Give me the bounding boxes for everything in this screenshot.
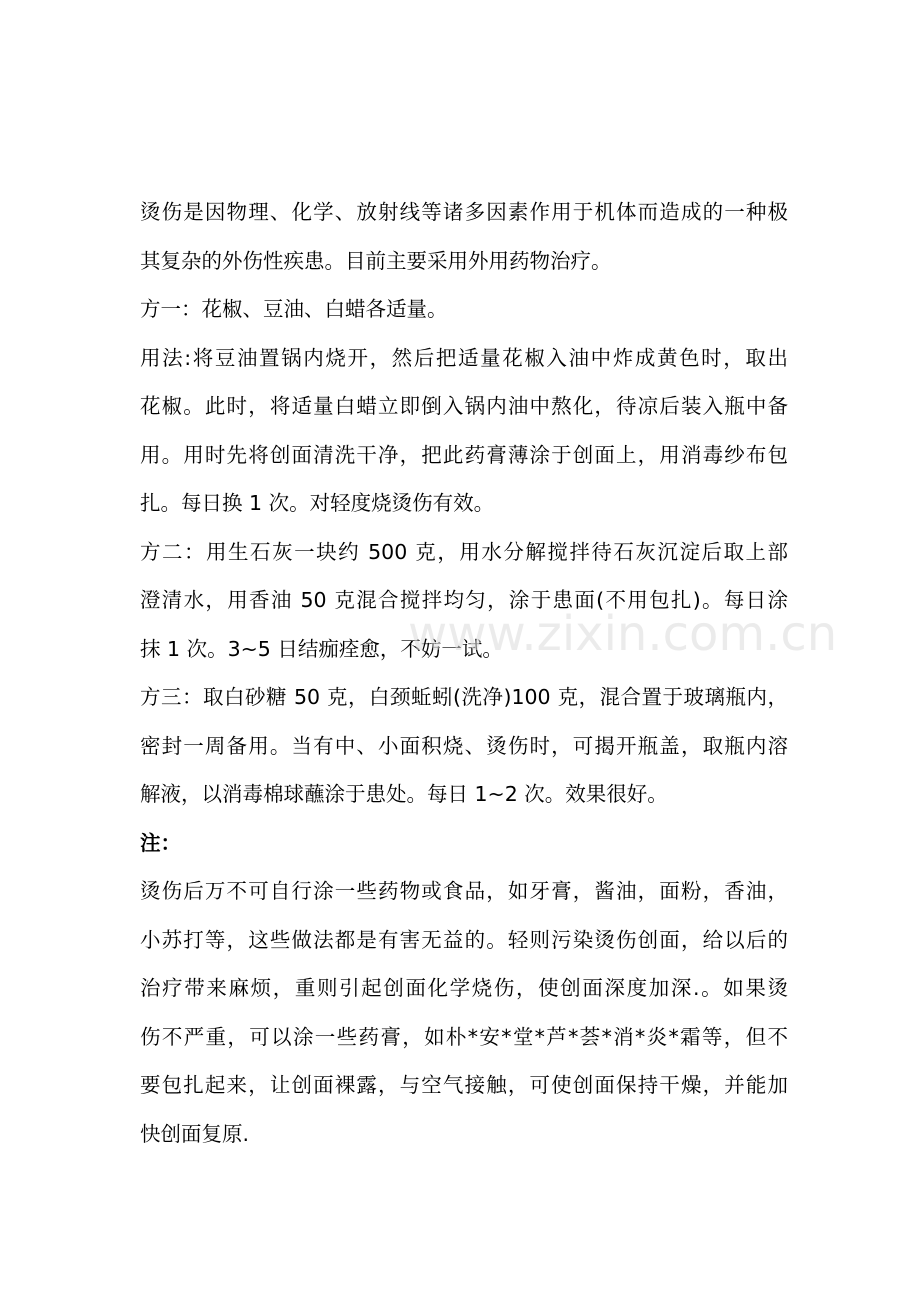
watermark: www.zixin.com.cn: [408, 606, 838, 662]
text-line: 方一：花椒、豆油、白蜡各适量。: [140, 297, 448, 321]
text-line: 其复杂的外伤性疾患。目前主要采用外用药物治疗。: [140, 248, 612, 273]
text-line: 密封一周备用。当有中、小面积烧、烫伤时，可揭开瓶盖，取瓶内溶: [140, 733, 788, 758]
note-heading: 注：: [140, 830, 181, 855]
text-line: 方二：用生石灰一块约 500 克，用水分解搅拌待石灰沉淀后取上部: [140, 539, 788, 564]
text-line: 伤不严重，可以涂一些药膏，如朴*安*堂*芦*荟*消*炎*霜等，但不: [140, 1024, 788, 1049]
text-line: 方三：取白砂糖 50 克，白颈蚯蚓(洗净)100 克，混合置于玻璃瓶内，: [140, 685, 788, 709]
text-line: 解液，以消毒棉球蘸涂于患处。每日 1~2 次。效果很好。: [140, 782, 668, 806]
text-line: 花椒。此时，将适量白蜡立即倒入锅内油中熬化，待凉后装入瓶中备: [140, 394, 788, 418]
text-line: 澄清水，用香油 50 克混合搅拌均匀，涂于患面(不用包扎)。每日涂: [140, 588, 788, 612]
document-body: [140, 188, 788, 1158]
text-line: 用。用时先将创面清洗干净，把此药膏薄涂于创面上，用消毒纱布包: [140, 442, 788, 467]
text-line: 快创面复原.: [140, 1121, 250, 1146]
text-line: 小苏打等，这些做法都是有害无益的。轻则污染烫伤创面，给以后的: [140, 927, 788, 952]
text-line: 治疗带来麻烦，重则引起创面化学烧伤，使创面深度加深.。如果烫: [140, 976, 788, 1000]
text-line: 烫伤后万不可自行涂一些药物或食品，如牙膏，酱油，面粉，香油，: [140, 879, 788, 903]
text-line: 用法:将豆油置锅内烧开，然后把适量花椒入油中炸成黄色时，取出: [140, 345, 788, 370]
text-line: 扎。每日换 1 次。对轻度烧烫伤有效。: [140, 491, 495, 515]
text-line: 要包扎起来，让创面裸露，与空气接触，可使创面保持干燥，并能加: [140, 1073, 788, 1097]
text-line: 抹 1 次。3~5 日结痂痊愈，不妨一试。: [140, 636, 503, 661]
text-line: 烫伤是因物理、化学、放射线等诸多因素作用于机体而造成的一种极: [140, 200, 788, 224]
